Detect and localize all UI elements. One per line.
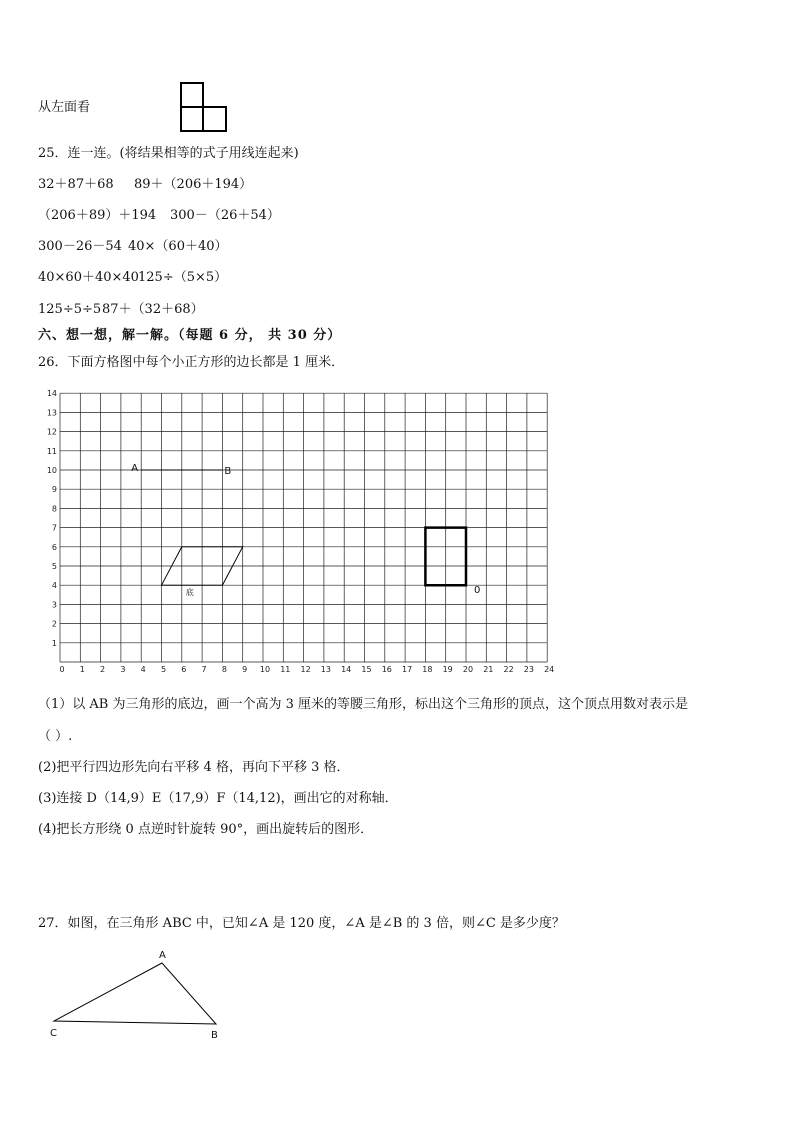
x-tick-label: 10	[259, 665, 271, 674]
q26-sub4: (4)把长方形绕 0 点逆时针旋转 90°，画出旋转后的图形．	[38, 822, 374, 837]
q27-title: 27．如图，在三角形 ABC 中，已知∠A 是 120 度，∠A 是∠B 的 3 倍，则∠C 是多少度？	[38, 916, 565, 931]
q25-right-1: 89＋（206＋194）	[134, 177, 253, 192]
x-tick-label: 16	[381, 665, 392, 674]
x-tick-label: 3	[120, 665, 126, 674]
y-tick-label: 5	[51, 562, 57, 571]
y-tick-label: 14	[46, 389, 57, 399]
x-tick-label: 9	[242, 665, 248, 674]
q25-title: 25．连一连。(将结果相等的式子用线连起来)	[38, 146, 299, 161]
section6-title: 六、想一想，解一解。（每题 6 分， 共 30 分）	[38, 328, 342, 343]
x-tick-label: 5	[160, 665, 167, 674]
q25-left-2: （206＋89）＋194	[38, 208, 157, 223]
point-a-label: A	[131, 463, 139, 474]
x-tick-label: 2	[100, 665, 106, 674]
y-tick-label: 11	[46, 446, 57, 456]
y-tick-label: 3	[51, 600, 57, 610]
triangle-label-a: A	[159, 950, 166, 961]
q25-right-4: 125÷（5×5）	[138, 270, 228, 285]
x-tick-label: 14	[341, 665, 352, 674]
triangle-label-b: B	[211, 1030, 218, 1041]
q25-left-1: 32＋87＋68	[38, 177, 114, 192]
y-tick-label: 1	[51, 638, 57, 648]
x-tick-label: 22	[503, 665, 514, 674]
x-tick-label: 15	[361, 665, 372, 674]
y-tick-label: 10	[46, 466, 57, 475]
coordinate-grid	[30, 388, 555, 680]
base-label: 底	[185, 588, 194, 598]
x-tick-label: 17	[402, 665, 413, 674]
q26-sub1-blank: （ ）.	[38, 729, 73, 744]
x-tick-label: 7	[201, 665, 207, 674]
x-tick-label: 18	[422, 665, 433, 674]
triangle-label-c: C	[50, 1028, 57, 1039]
x-tick-label: 12	[300, 665, 311, 674]
x-tick-label: 1	[79, 665, 85, 674]
view-label: 从左面看	[38, 100, 91, 115]
q25-left-5: 125÷5÷5	[38, 302, 102, 317]
y-tick-label: 13	[46, 408, 57, 418]
q26-sub3: (3)连接 D（14,9）E（17,9）F（14,12)，画出它的对称轴．	[38, 791, 398, 806]
x-tick-label: 20	[462, 665, 474, 674]
left-view-figure	[180, 82, 230, 134]
x-tick-label: 11	[280, 665, 291, 674]
q26-title: 26．下面方格图中每个小正方形的边长都是 1 厘米．	[38, 355, 345, 370]
x-tick-label: 13	[320, 665, 331, 674]
x-tick-label: 0	[59, 665, 65, 674]
y-tick-label: 12	[46, 427, 57, 437]
y-tick-label: 6	[51, 542, 57, 552]
point-b-label: B	[224, 466, 232, 477]
x-tick-label: 6	[181, 665, 187, 674]
x-tick-label: 8	[221, 665, 227, 674]
q26-sub1: （1）以 AB 为三角形的底边，画一个高为 3 厘米的等腰三角形，标出这个三角形的顶点，这个顶点用数对表示是	[38, 697, 689, 712]
triangle-abc	[40, 945, 240, 1045]
y-tick-label: 8	[51, 504, 57, 514]
x-tick-label: 23	[523, 665, 534, 674]
x-tick-label: 21	[483, 665, 494, 674]
x-tick-label: 24	[544, 665, 555, 674]
q25-right-5: 87＋（32＋68）	[102, 302, 204, 317]
y-tick-label: 7	[51, 523, 57, 533]
q26-sub2: (2)把平行四边形先向右平移 4 格，再向下平移 3 格．	[38, 760, 350, 775]
x-tick-label: 19	[442, 665, 453, 674]
x-tick-label: 4	[140, 665, 146, 674]
y-tick-label: 2	[51, 619, 57, 629]
q25-left-3: 300－26－54	[38, 239, 122, 254]
q25-left-4: 40×60＋40×40	[38, 270, 139, 285]
y-tick-label: 4	[51, 581, 57, 591]
y-tick-label: 9	[51, 485, 57, 495]
point-o-label: 0	[474, 585, 481, 597]
q25-right-3: 40×（60＋40）	[128, 239, 228, 254]
q25-right-2: 300－（26＋54）	[170, 208, 280, 223]
